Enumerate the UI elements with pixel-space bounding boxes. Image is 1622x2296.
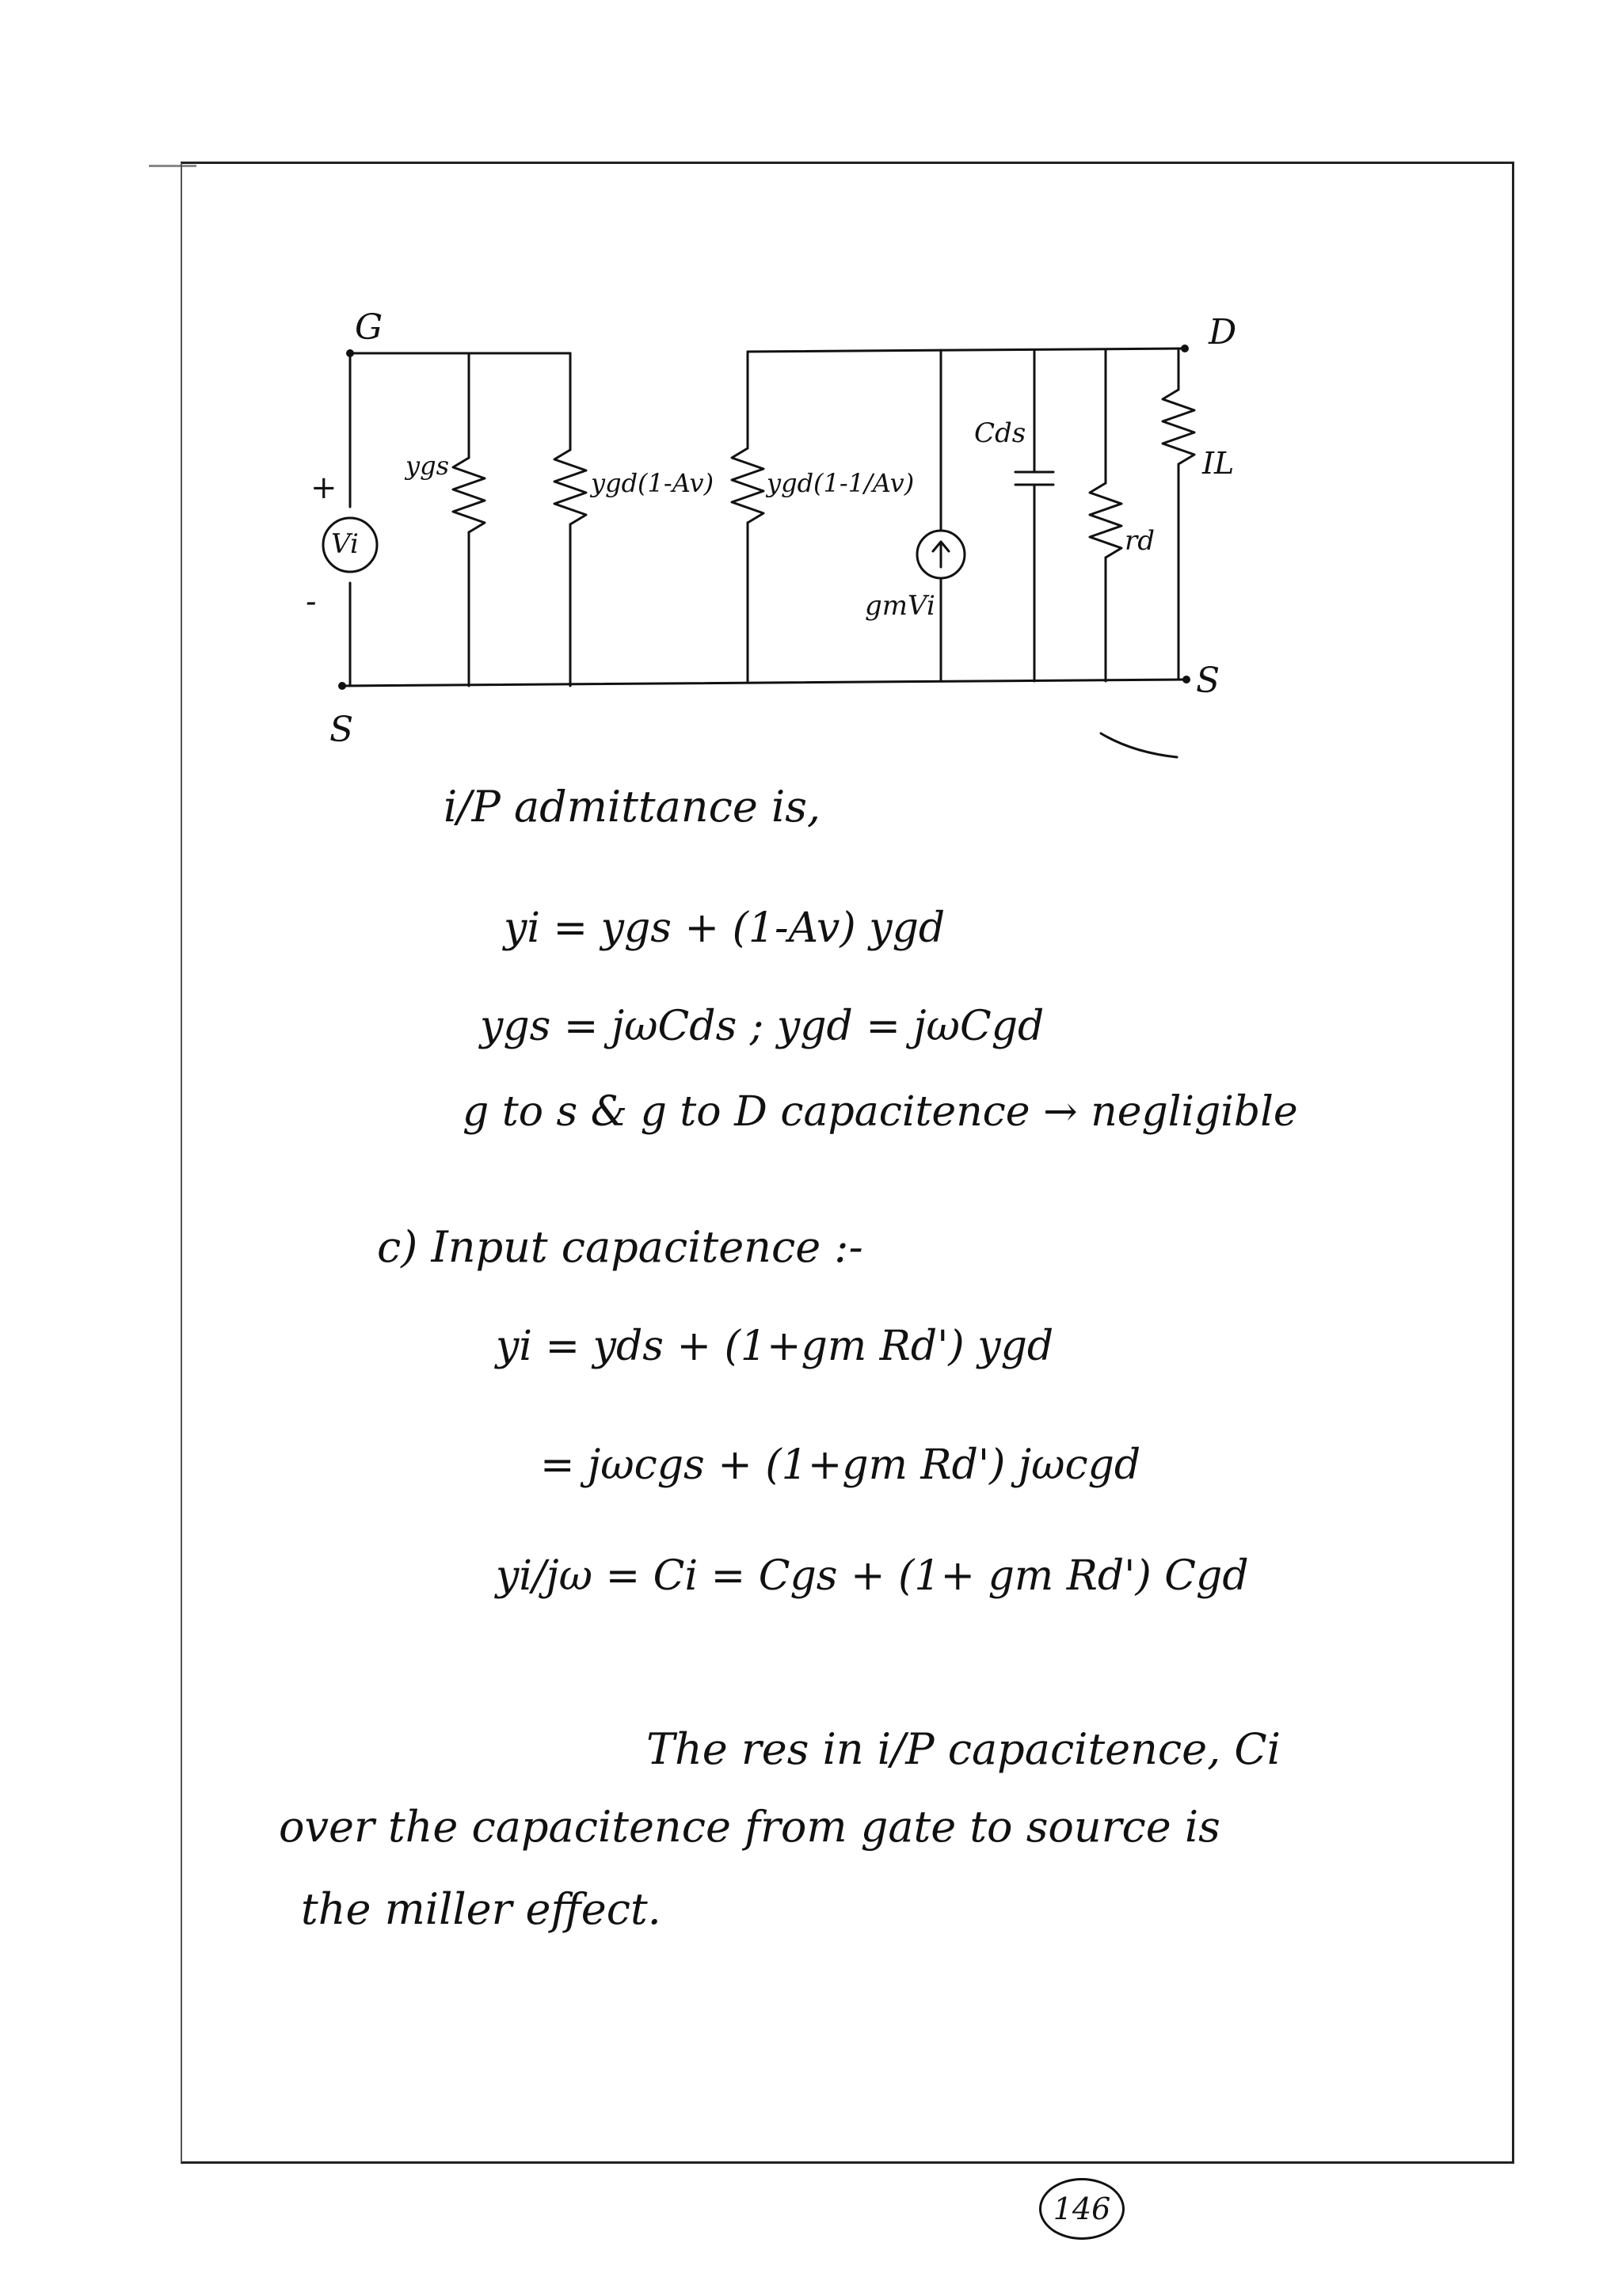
scribble-mark — [1101, 733, 1177, 757]
note-eq-yi: yi = ygs + (1-Av) ygd — [504, 904, 946, 952]
note-input-capacitance-heading: c) Input capacitence :- — [377, 1222, 863, 1272]
source-label: Vi — [331, 528, 359, 560]
note-input-admittance-heading: i/P admittance is, — [444, 782, 821, 832]
node-source-right-label: S — [1196, 661, 1220, 701]
resistor-rd-icon — [1090, 483, 1121, 558]
equivalent-circuit-diagram — [0, 0, 1622, 792]
terminal-gate-icon — [346, 349, 354, 357]
minus-sign: - — [306, 584, 317, 620]
note-eq-yi-yds: yi = yds + (1+gm Rd') ygd — [496, 1323, 1054, 1370]
rd-label: rd — [1125, 525, 1156, 557]
wire-top-right — [748, 348, 1185, 352]
terminal-source-left-icon — [338, 682, 346, 690]
resistor-ygd-input-icon — [554, 450, 586, 524]
note-conclusion-line1: The res in i/P capacitence, Ci — [646, 1724, 1281, 1774]
terminal-source-right-icon — [1182, 676, 1190, 683]
page-number: 146 — [1039, 2178, 1125, 2240]
note-eq-ygs-ygd: ygs = jωCds ; ygd = jωCgd — [480, 1003, 1045, 1050]
note-conclusion-line3: the miller effect. — [301, 1884, 661, 1934]
plus-sign: + — [310, 470, 337, 506]
ygd-input-label: ygd(1-Av) — [591, 468, 714, 498]
resistor-ygs-icon — [453, 458, 485, 532]
note-conclusion-line2: over the capacitence from gate to source is — [279, 1802, 1220, 1852]
node-gate-label: G — [355, 307, 383, 348]
node-source-left-label: S — [329, 710, 354, 750]
cds-label: Cds — [974, 417, 1026, 449]
terminal-drain-icon — [1181, 345, 1189, 352]
note-eq-ci: yi/jω = Ci = Cgs + (1+ gm Rd') Cgd — [496, 1552, 1249, 1600]
note-negligible: g to s & g to D capacitence → negligible — [463, 1088, 1298, 1136]
resistor-ygd-output-icon — [732, 448, 763, 523]
ygd-output-label: ygd(1-1/Av) — [767, 468, 915, 498]
current-source-label: gmVi — [865, 590, 935, 622]
node-drain-label: D — [1209, 312, 1237, 352]
ygs-label: ygs — [406, 451, 449, 481]
resistor-load-icon — [1163, 390, 1194, 464]
note-eq-jwcgs: = jωcgs + (1+gm Rd') jωcgd — [540, 1441, 1141, 1489]
load-current-label: IL — [1202, 446, 1235, 481]
